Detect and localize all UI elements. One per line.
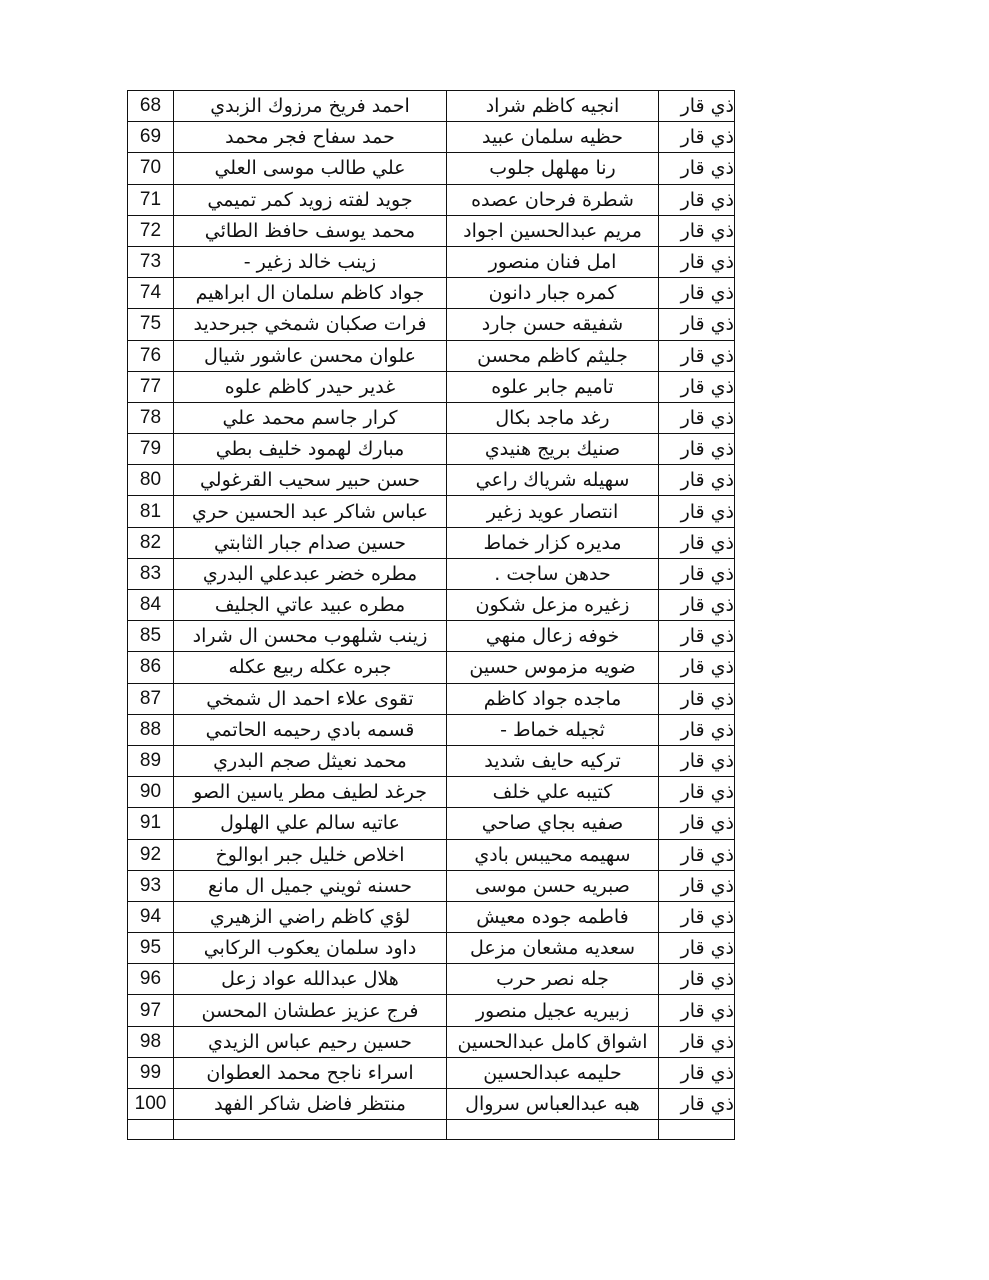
table-row bbox=[128, 777, 735, 808]
cell-name2: صبريه حسن موسى bbox=[447, 870, 659, 901]
table-row bbox=[128, 371, 735, 402]
cell-name2: صفيه بجاي صاحي bbox=[447, 808, 659, 839]
table-row bbox=[128, 215, 735, 246]
cell-name1: مبارك لهمود خليف بطي bbox=[174, 434, 447, 465]
cell-num: 86 bbox=[128, 652, 174, 683]
cell-gov: ذي قار bbox=[659, 901, 735, 932]
table-row bbox=[128, 964, 735, 995]
cell-empty bbox=[174, 1120, 447, 1140]
cell-name1: قسمه بادي رحيمه الحاتمي bbox=[174, 714, 447, 745]
cell-gov: ذي قار bbox=[659, 777, 735, 808]
cell-name1: تقوى علاء احمد ال شمخي bbox=[174, 683, 447, 714]
cell-name2: سهيمه محيبس بادي bbox=[447, 839, 659, 870]
cell-gov: ذي قار bbox=[659, 402, 735, 433]
cell-name2: شفيقه حسن جارد bbox=[447, 309, 659, 340]
cell-name1: فرج عزيز عطشان المحسن bbox=[174, 995, 447, 1026]
cell-gov: ذي قار bbox=[659, 558, 735, 589]
cell-name2: ماجده جواد كاظم bbox=[447, 683, 659, 714]
roster-body bbox=[128, 91, 735, 1140]
table-row bbox=[128, 839, 735, 870]
cell-name2: مديره كزار خماط bbox=[447, 527, 659, 558]
cell-name2: انتصار عويد زغير bbox=[447, 496, 659, 527]
cell-name1: علوان محسن عاشور شيال bbox=[174, 340, 447, 371]
table-row bbox=[128, 745, 735, 776]
cell-gov: ذي قار bbox=[659, 933, 735, 964]
cell-gov: ذي قار bbox=[659, 371, 735, 402]
cell-num: 71 bbox=[128, 184, 174, 215]
cell-num: 96 bbox=[128, 964, 174, 995]
cell-name1: علي طالب موسى العلي bbox=[174, 153, 447, 184]
cell-gov: ذي قار bbox=[659, 714, 735, 745]
table-row bbox=[128, 278, 735, 309]
cell-name1: احمد فريخ مرزوك الزبدي bbox=[174, 91, 447, 122]
cell-empty bbox=[447, 1120, 659, 1140]
table-row bbox=[128, 621, 735, 652]
cell-gov: ذي قار bbox=[659, 527, 735, 558]
table-row-empty bbox=[128, 1120, 735, 1140]
cell-name2: زغيره مزعل شكون bbox=[447, 590, 659, 621]
cell-num: 93 bbox=[128, 870, 174, 901]
cell-name1: هلال عبدالله عواد زعل bbox=[174, 964, 447, 995]
table-row bbox=[128, 340, 735, 371]
cell-gov: ذي قار bbox=[659, 309, 735, 340]
cell-num: 69 bbox=[128, 122, 174, 153]
cell-name2: تاميم جابر علوه bbox=[447, 371, 659, 402]
cell-gov: ذي قار bbox=[659, 91, 735, 122]
table-row bbox=[128, 91, 735, 122]
cell-name1: اخلاص خليل جبر ابوالوخ bbox=[174, 839, 447, 870]
cell-gov: ذي قار bbox=[659, 808, 735, 839]
table-row bbox=[128, 901, 735, 932]
table-row bbox=[128, 465, 735, 496]
roster-table bbox=[127, 90, 735, 1140]
cell-num: 92 bbox=[128, 839, 174, 870]
cell-name1: مطره خضر عبدعلي البدري bbox=[174, 558, 447, 589]
table-row bbox=[128, 184, 735, 215]
cell-gov: ذي قار bbox=[659, 683, 735, 714]
cell-name2: فاطمه جوده معيش bbox=[447, 901, 659, 932]
table-row bbox=[128, 933, 735, 964]
cell-gov: ذي قار bbox=[659, 215, 735, 246]
cell-num: 94 bbox=[128, 901, 174, 932]
cell-gov: ذي قار bbox=[659, 745, 735, 776]
cell-gov: ذي قار bbox=[659, 1026, 735, 1057]
cell-name1: جواد كاظم سلمان ال ابراهيم bbox=[174, 278, 447, 309]
cell-num: 68 bbox=[128, 91, 174, 122]
cell-name1: غدير حيدر كاظم علوه bbox=[174, 371, 447, 402]
table-row bbox=[128, 652, 735, 683]
cell-num: 81 bbox=[128, 496, 174, 527]
cell-name2: جله نصر حرب bbox=[447, 964, 659, 995]
cell-num: 83 bbox=[128, 558, 174, 589]
table-row bbox=[128, 590, 735, 621]
cell-name2: حدهن ساجت . bbox=[447, 558, 659, 589]
cell-gov: ذي قار bbox=[659, 839, 735, 870]
cell-name2: رغد ماجد بكال bbox=[447, 402, 659, 433]
cell-name2: جليثم كاظم محسن bbox=[447, 340, 659, 371]
cell-num: 85 bbox=[128, 621, 174, 652]
cell-num: 91 bbox=[128, 808, 174, 839]
table-row bbox=[128, 1089, 735, 1120]
cell-name1: عاتيه سالم علي الهلول bbox=[174, 808, 447, 839]
cell-gov: ذي قار bbox=[659, 590, 735, 621]
cell-name2: كتيبه علي خلف bbox=[447, 777, 659, 808]
cell-name1: لؤي كاظم راضي الزهيري bbox=[174, 901, 447, 932]
cell-name1: داود سلمان يعكوب الركابي bbox=[174, 933, 447, 964]
cell-gov: ذي قار bbox=[659, 870, 735, 901]
table-row bbox=[128, 1026, 735, 1057]
table-row bbox=[128, 122, 735, 153]
cell-name1: جبره عكله ربيع عكله bbox=[174, 652, 447, 683]
cell-name1: مطره عبيد عاتي الجليف bbox=[174, 590, 447, 621]
table-row bbox=[128, 714, 735, 745]
cell-name2: مريم عبدالحسين اجواد bbox=[447, 215, 659, 246]
document-page bbox=[127, 90, 735, 1140]
cell-name2: انجيه كاظم شراد bbox=[447, 91, 659, 122]
cell-num: 90 bbox=[128, 777, 174, 808]
table-row bbox=[128, 527, 735, 558]
cell-name2: زبيريه عجيل منصور bbox=[447, 995, 659, 1026]
cell-name2: صنيك بريج هنيدي bbox=[447, 434, 659, 465]
cell-num: 76 bbox=[128, 340, 174, 371]
cell-name1: جرغد لطيف مطر ياسين الصو bbox=[174, 777, 447, 808]
table-row bbox=[128, 496, 735, 527]
cell-name1: زينب شلهوب محسن ال شراد bbox=[174, 621, 447, 652]
cell-gov: ذي قار bbox=[659, 995, 735, 1026]
cell-name2: سهيله شرياك راعي bbox=[447, 465, 659, 496]
cell-name1: جويد لفته زويد كمر تميمي bbox=[174, 184, 447, 215]
cell-name2: حظيه سلمان عبيد bbox=[447, 122, 659, 153]
cell-gov: ذي قار bbox=[659, 122, 735, 153]
table-row bbox=[128, 246, 735, 277]
cell-name2: سعديه مشعان مزعل bbox=[447, 933, 659, 964]
cell-name1: حسين رحيم عباس الزيدي bbox=[174, 1026, 447, 1057]
cell-num: 72 bbox=[128, 215, 174, 246]
cell-gov: ذي قار bbox=[659, 434, 735, 465]
cell-name1: محمد يوسف حافظ الطائي bbox=[174, 215, 447, 246]
table-row bbox=[128, 1057, 735, 1088]
cell-gov: ذي قار bbox=[659, 964, 735, 995]
cell-num: 79 bbox=[128, 434, 174, 465]
cell-num: 75 bbox=[128, 309, 174, 340]
table-row bbox=[128, 402, 735, 433]
cell-name1: فرات صكبان شمخي جبرحديد bbox=[174, 309, 447, 340]
cell-gov: ذي قار bbox=[659, 1089, 735, 1120]
cell-num: 95 bbox=[128, 933, 174, 964]
cell-gov: ذي قار bbox=[659, 340, 735, 371]
cell-name1: منتظر فاضل شاكر الفهد bbox=[174, 1089, 447, 1120]
cell-gov: ذي قار bbox=[659, 184, 735, 215]
cell-num: 98 bbox=[128, 1026, 174, 1057]
cell-name2: شطرة فرحان عصده bbox=[447, 184, 659, 215]
cell-num: 88 bbox=[128, 714, 174, 745]
table-row bbox=[128, 870, 735, 901]
cell-num: 84 bbox=[128, 590, 174, 621]
cell-gov: ذي قار bbox=[659, 621, 735, 652]
cell-gov: ذي قار bbox=[659, 652, 735, 683]
cell-name1: كرار جاسم محمد علي bbox=[174, 402, 447, 433]
table-row bbox=[128, 309, 735, 340]
cell-name1: حسين صدام جبار الثابتي bbox=[174, 527, 447, 558]
cell-gov: ذي قار bbox=[659, 465, 735, 496]
cell-name1: حسن حبير سحيب القرغولي bbox=[174, 465, 447, 496]
cell-name2: اشواق كامل عبدالحسين bbox=[447, 1026, 659, 1057]
cell-num: 74 bbox=[128, 278, 174, 309]
cell-name1: حمد سفاح فجر محمد bbox=[174, 122, 447, 153]
cell-name1: عباس شاكر عبد الحسين حري bbox=[174, 496, 447, 527]
cell-name2: ثجيله خماط - bbox=[447, 714, 659, 745]
cell-name2: هبه عبدالعباس سروال bbox=[447, 1089, 659, 1120]
table-row bbox=[128, 153, 735, 184]
table-row bbox=[128, 558, 735, 589]
cell-name2: حليمه عبدالحسين bbox=[447, 1057, 659, 1088]
cell-num: 97 bbox=[128, 995, 174, 1026]
cell-num: 70 bbox=[128, 153, 174, 184]
cell-num: 73 bbox=[128, 246, 174, 277]
table-row bbox=[128, 995, 735, 1026]
cell-name2: امل فنان منصور bbox=[447, 246, 659, 277]
cell-num: 89 bbox=[128, 745, 174, 776]
cell-gov: ذي قار bbox=[659, 246, 735, 277]
cell-gov: ذي قار bbox=[659, 496, 735, 527]
table-row bbox=[128, 434, 735, 465]
cell-gov: ذي قار bbox=[659, 1057, 735, 1088]
cell-empty bbox=[659, 1120, 735, 1140]
cell-num: 80 bbox=[128, 465, 174, 496]
cell-name1: حسنه ثويني جميل ال مانع bbox=[174, 870, 447, 901]
cell-empty bbox=[128, 1120, 174, 1140]
cell-gov: ذي قار bbox=[659, 153, 735, 184]
cell-name2: كمره جبار دانون bbox=[447, 278, 659, 309]
cell-name2: تركيه حايف شديد bbox=[447, 745, 659, 776]
cell-name1: محمد نعيثل صجم البدري bbox=[174, 745, 447, 776]
cell-gov: ذي قار bbox=[659, 278, 735, 309]
cell-num: 87 bbox=[128, 683, 174, 714]
cell-name1: زينب خالد زغير - bbox=[174, 246, 447, 277]
cell-num: 78 bbox=[128, 402, 174, 433]
cell-num: 99 bbox=[128, 1057, 174, 1088]
cell-num: 82 bbox=[128, 527, 174, 558]
cell-num: 77 bbox=[128, 371, 174, 402]
cell-name2: خوفه زعال منهي bbox=[447, 621, 659, 652]
cell-num: 100 bbox=[128, 1089, 174, 1120]
table-row bbox=[128, 683, 735, 714]
cell-name1: اسراء ناجح محمد العطوان bbox=[174, 1057, 447, 1088]
cell-name2: ضويه مزموس حسين bbox=[447, 652, 659, 683]
cell-name2: رنا مهلهل جلوب bbox=[447, 153, 659, 184]
table-row bbox=[128, 808, 735, 839]
